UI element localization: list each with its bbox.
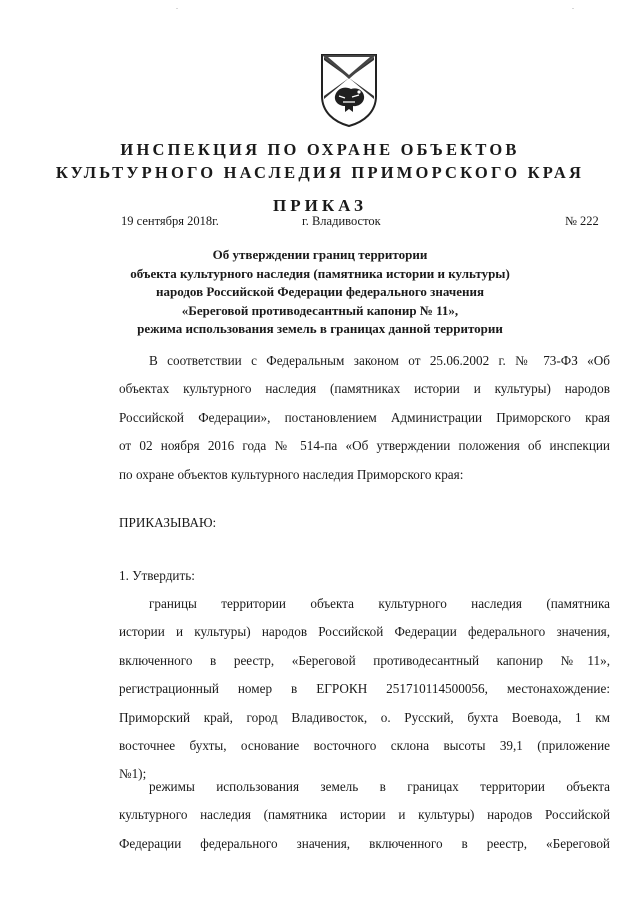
document-type-heading: ПРИКАЗ: [273, 196, 367, 215]
title-line: объекта культурного наследия (памятника истории и культуры): [130, 265, 510, 281]
order-number: № 222: [565, 214, 599, 228]
paragraph-line: культурного наследия (памятника истории и культуры) народов Российской: [119, 807, 610, 823]
paragraph-line: от 02 ноября 2016 года № 514-па «Об утверждении положения об инспекции: [119, 438, 610, 454]
title-line: Об утверждении границ территории: [212, 247, 428, 262]
organization-name-line1: ИНСПЕКЦИЯ ПО ОХРАНЕ ОБЪЕКТОВ: [120, 140, 520, 159]
item-1-label: 1. Утвердить:: [119, 568, 195, 583]
title-line: народов Российской Федерации федерального значения: [156, 284, 484, 299]
paragraph-line: №1);: [119, 766, 147, 782]
paragraph-line: Российской Федерации», постановлением Администрации Приморского края: [119, 409, 610, 425]
scan-mark: .: [572, 2, 574, 11]
paragraph-line: границы территории объекта культурного наследия (памятника: [149, 596, 610, 611]
preamble-paragraph: [119, 347, 610, 489]
scan-mark: .: [176, 2, 178, 11]
paragraph-line: регистрационный номер в ЕГРОКН 251710114500056, местонахождение:: [119, 681, 610, 697]
paragraph-line: включенного в реестр, «Береговой противодесантный капонир №11»,: [119, 652, 610, 668]
paragraph-line: Приморский край, город Владивосток, о. Русский, бухта Воевода, 1 км: [119, 709, 610, 725]
paragraph-line: Федерации федерального значения, включенного в реестр, «Береговой: [119, 835, 610, 851]
paragraph-line: истории и культуры) народов Российской Федерации федерального значения,: [119, 624, 610, 640]
paragraph-line: режимы использования земель в границах территории объекта: [149, 779, 610, 794]
order-city: г. Владивосток: [302, 214, 381, 228]
boundaries-paragraph: [119, 590, 610, 789]
paragraph-line: восточнее бухты, основание восточного склона высоты 39,1 (приложение: [119, 738, 610, 754]
organization-name-line2: КУЛЬТУРНОГО НАСЛЕДИЯ ПРИМОРСКОГО КРАЯ: [55, 163, 585, 182]
order-date: 19 сентября 2018г.: [121, 214, 219, 228]
order-title: [0, 246, 640, 339]
paragraph-line: объектах культурного наследия (памятниках истории и культуры) народов: [119, 381, 610, 397]
regimes-paragraph: [119, 773, 610, 858]
coat-of-arms-emblem: [319, 52, 379, 128]
paragraph-line: В соответствии с Федеральным законом от 25.06.2002 г. № 73-ФЗ «Об: [149, 353, 610, 368]
title-line: «Береговой противодесантный капонир № 11»,: [181, 302, 459, 318]
title-line: режима использования земель в границах данной территории: [137, 321, 503, 336]
paragraph-line: по охране объектов культурного наследия Приморского края:: [119, 466, 464, 482]
order-directive: ПРИКАЗЫВАЮ:: [119, 515, 217, 530]
